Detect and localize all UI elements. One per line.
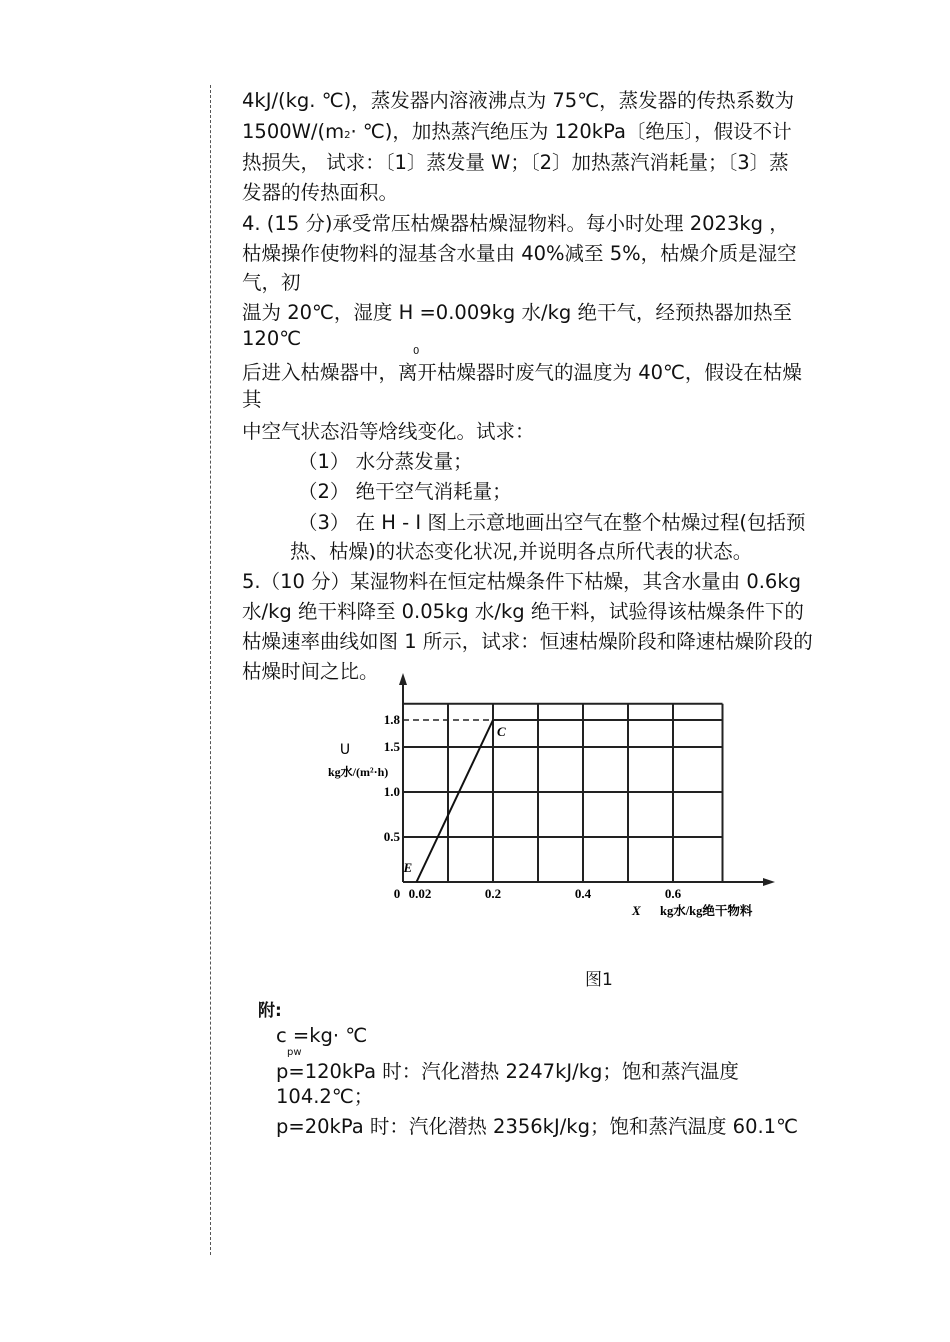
y-axis-symbol: U bbox=[339, 742, 351, 758]
text-line: 后进入枯燥器中，离开枯燥器时废气的温度为 40℃，假设在枯燥 bbox=[242, 361, 802, 384]
text-line: 120℃ bbox=[242, 327, 302, 350]
y-axis-arrow-icon bbox=[399, 673, 407, 685]
x-axis-arrow-icon bbox=[763, 878, 775, 886]
text-line: 温为 20℃，湿度 H =0.009kg 水/kg 绝干气，经预热器加热至 bbox=[242, 301, 792, 324]
superscript: 2 bbox=[344, 130, 351, 141]
text-line: （3） 在 H - I 图上示意地画出空气在整个枯燥过程(包括预 bbox=[298, 511, 806, 534]
binding-margin-dashed-line bbox=[210, 85, 211, 1255]
text-line: 水/kg 绝干料降至 0.05kg 水/kg 绝干料，试验得该枯燥条件下的 bbox=[242, 600, 804, 623]
series-line-drying-rate bbox=[417, 720, 494, 882]
text-line: 热、枯燥)的状态变化状况,并说明各点所代表的状态。 bbox=[290, 540, 753, 563]
text-span: · ℃)，加热蒸汽绝压为 120kPa〔绝压〕，假设不计 bbox=[350, 120, 792, 143]
text-line bbox=[242, 119, 792, 149]
y-axis-unit: kg水/(m²·h) bbox=[328, 765, 389, 779]
appendix-title: 附: bbox=[258, 1001, 282, 1021]
text-line: 其 bbox=[242, 388, 262, 411]
y-tick-label: 1.8 bbox=[383, 712, 400, 727]
text-line: 枯燥速率曲线如图 1 所示，试求：恒速枯燥阶段和降速枯燥阶段的 bbox=[242, 630, 813, 653]
appendix-cpw-subscript: pw bbox=[287, 1047, 302, 1058]
y-tick-label: 1.5 bbox=[383, 739, 400, 754]
y-tick-label: 0.5 bbox=[383, 829, 400, 844]
drying-rate-chart bbox=[320, 670, 780, 930]
text-line: 热损失， 试求：〔1〕蒸发量 W；〔2〕加热蒸汽消耗量；〔3〕蒸 bbox=[242, 151, 789, 174]
x-tick-label: 0.6 bbox=[664, 886, 682, 901]
superscript-zero: 0 bbox=[413, 346, 420, 357]
text-line: 5.（10 分）某湿物料在恒定枯燥条件下枯燥，其含水量由 0.6kg bbox=[242, 570, 801, 593]
text-line: （1） 水分蒸发量； bbox=[298, 450, 473, 473]
point-label-C: C bbox=[497, 724, 506, 739]
text-line: 枯燥时间之比。 bbox=[242, 660, 379, 683]
y-tick-label: 1.0 bbox=[383, 784, 400, 799]
text-line: 中空气状态沿等焓线变化。试求： bbox=[242, 420, 535, 443]
x-axis-symbol: X bbox=[632, 903, 641, 918]
appendix-line: p=20kPa 时：汽化潜热 2356kJ/kg；饱和蒸汽温度 60.1℃ bbox=[276, 1115, 798, 1138]
text-line: 4. (15 分)承受常压枯燥器枯燥湿物料。每小时处理 2023kg ， bbox=[242, 212, 789, 235]
appendix-cpw: c =kg· ℃ bbox=[276, 1024, 368, 1047]
x-tick-label: 0 bbox=[393, 886, 401, 901]
x-tick-label: 0.02 bbox=[408, 886, 432, 901]
x-tick-label: 0.2 bbox=[484, 886, 502, 901]
figure-caption: 图1 bbox=[585, 970, 613, 990]
text-line: 发器的传热面积。 bbox=[242, 181, 399, 204]
text-line: 枯燥操作使物料的湿基含水量由 40%减至 5%，枯燥介质是湿空 bbox=[242, 242, 797, 265]
x-tick-label: 0.4 bbox=[574, 886, 592, 901]
text-line: 气，初 bbox=[242, 271, 301, 294]
text-span: 1500W/(m bbox=[242, 120, 345, 143]
appendix-line: p=120kPa 时：汽化潜热 2247kJ/kg；饱和蒸汽温度 bbox=[276, 1060, 739, 1083]
text-line: （2） 绝干空气消耗量； bbox=[298, 480, 512, 503]
text-line: 4kJ/(kg. ℃)，蒸发器内溶液沸点为 75℃，蒸发器的传热系数为 bbox=[242, 89, 795, 112]
x-axis-unit: kg水/kg绝干物料 bbox=[660, 904, 753, 918]
point-label-E: E bbox=[403, 860, 413, 875]
appendix-line: 104.2℃； bbox=[276, 1085, 374, 1108]
